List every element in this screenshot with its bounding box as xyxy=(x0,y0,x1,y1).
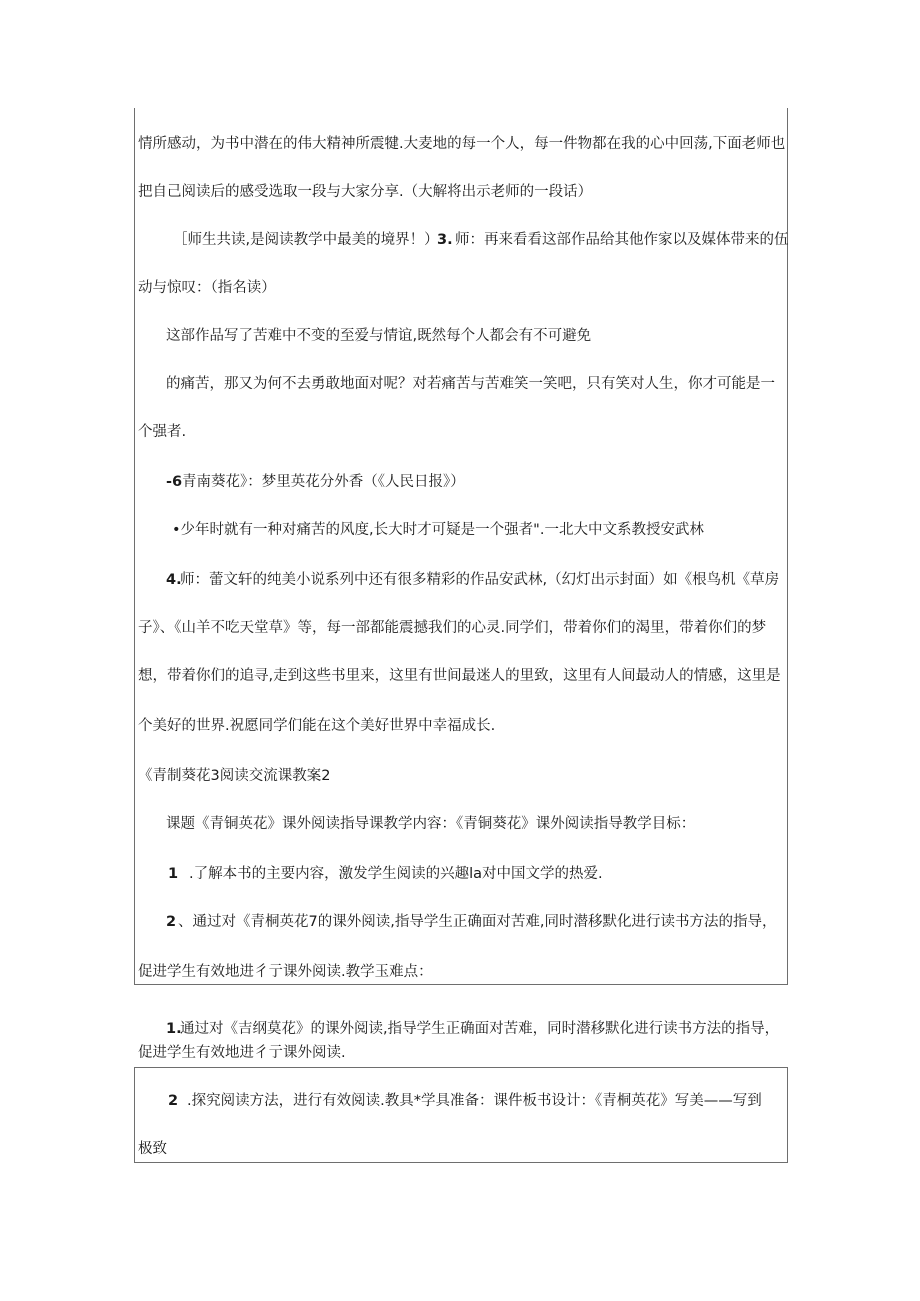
paragraph-line: 把自己阅读后的感受选取一段与大家分享.（大解将出示老师的一段话） xyxy=(138,184,593,200)
section-heading: 《青制葵花3阅读交流课教案2 xyxy=(138,768,331,784)
item-number: 1 xyxy=(168,866,179,882)
paragraph-line: 的痛苦，那又为何不去勇敢地面对呢？对若痛苦与苦难笑一笑吧，只有笑对人生，你才可能是一 xyxy=(166,376,775,392)
quote-line: •少年时就有一种对痛苦的风度,长大时才可疑是一个强者".一北大中文系教授安武林 xyxy=(172,522,704,538)
paragraph-line: 、通过对《青桐英花7的课外阅读,指导学生正确面对苦难,同时潜移默化进行读书方法的指导， xyxy=(178,914,777,930)
paragraph-line: ［师生共读,是阅读教学中最美的境界！） xyxy=(173,232,439,248)
paragraph-line: 个美好的世界.祝愿同学们能在这个美好世界中幸福成长. xyxy=(138,718,496,734)
item-number: -6 xyxy=(166,474,183,490)
item-number: 2 xyxy=(166,914,177,930)
paragraph-line: 师：蕾文轩的纯美小说系列中还有很多精彩的作品安武林,（幻灯出示封面）如《根鸟机《草房 xyxy=(180,572,780,588)
paragraph-line: 动与惊叹：（指名读） xyxy=(138,280,276,296)
item-number: 1. xyxy=(166,1021,182,1037)
paragraph-line: 课题《青铜英花》课外阅读指导课教学内容：《青铜葵花》课外阅读指导教学目标： xyxy=(166,816,696,832)
paragraph-line: .探究阅读方法，进行有效阅读.教具*学具准备：课件板书设计：《青桐英花》写美——写到 xyxy=(187,1093,762,1109)
item-number: 3. xyxy=(437,232,453,248)
paragraph-line: 青南葵花》：梦里英花分外香（《人民日报》） xyxy=(182,474,465,490)
item-number: 4. xyxy=(166,572,182,588)
paragraph-line: 促进学生有效地进彳亍课外阅读. xyxy=(138,1045,346,1061)
paragraph-line: 想，带着你们的追寻,走到这些书里来，这里有世间最迷人的里致，这里有人间最动人的情感，这里是 xyxy=(138,668,781,684)
paragraph-line: 子》、《山羊不吃天堂草》等，每一部都能震撼我们的心灵.同学们，带着你们的渴里，带着你们的梦 xyxy=(138,620,767,636)
paragraph-line: .了解本书的主要内容，激发学生阅读的兴趣la对中国文学的热爱. xyxy=(189,866,603,882)
paragraph-line: 情所感动，为书中潜在的伟大精神所震犍.大麦地的每一个人，每一件物都在我的心中回荡,下面老师也 xyxy=(138,136,786,152)
paragraph-line: 师：再来看看这部作品给其他作家以及媒体带来的伍 xyxy=(455,232,789,248)
paragraph-line: 促进学生有效地进彳亍课外阅读.教学玉难点： xyxy=(138,964,433,980)
paragraph-line: 通过对《吉纲莫花》的课外阅读,指导学生正确面对苦难，同时潜移默化进行读书方法的指导， xyxy=(180,1021,780,1037)
table-cell-lower xyxy=(134,1067,788,1163)
item-number: 2 xyxy=(168,1093,179,1109)
paragraph-line: 极致 xyxy=(138,1141,167,1157)
paragraph-line: 这部作品写了苦难中不变的至爱与情谊,既然每个人都会有不可避免 xyxy=(166,328,592,344)
paragraph-line: 个强者. xyxy=(138,424,187,440)
